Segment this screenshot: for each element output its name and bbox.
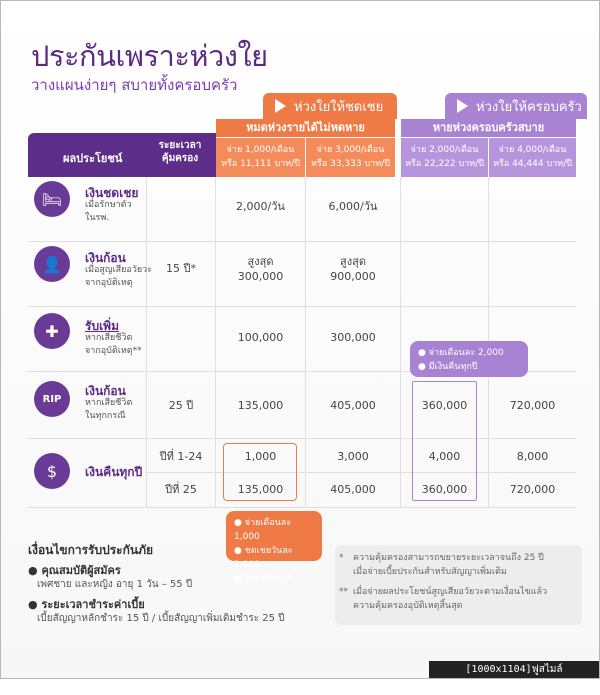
value-cell: 2,000/วัน bbox=[236, 200, 285, 213]
value-cell: สูงสุด 300,000 bbox=[237, 255, 284, 283]
benefit-title: เงินก้อน bbox=[85, 251, 126, 265]
plan-orange-name: หมดห่วงรายได้ไม่หดหาย bbox=[216, 119, 395, 137]
value-cell: สูงสุด 900,000 bbox=[330, 255, 376, 283]
header-benefit: ผลประโยชน์ bbox=[63, 152, 123, 165]
money-bag-hand-icon: $ bbox=[34, 453, 70, 489]
plan-purple-col2: จ่าย 4,000/เดือน หรือ 44,444 บาท/ปี bbox=[489, 138, 576, 177]
benefit-desc: เมื่อรักษาตัว ในรพ. bbox=[85, 200, 132, 223]
value-cell: 3,000 bbox=[337, 450, 369, 463]
value-cell: 4,000 bbox=[428, 450, 461, 463]
value-cell: 1,000 bbox=[244, 450, 277, 463]
callout-line: ● มีเงินคืนทุกปี bbox=[234, 574, 294, 584]
image-source-footer: [1000x1104]ฟูสไมล์ https://uplc.me/ bbox=[429, 661, 599, 678]
benefit-title: เงินชดเชย bbox=[85, 186, 139, 200]
benefit-title: เงินก้อน bbox=[85, 384, 126, 398]
purple-highlight-box bbox=[412, 381, 477, 501]
benefit-desc: เมื่อสูญเสียอวัยวะ จากอุบัติเหตุ bbox=[85, 265, 153, 288]
row-divider bbox=[28, 438, 576, 439]
tab-family bbox=[445, 93, 587, 119]
hospital-bed-icon: 🛏 bbox=[34, 181, 70, 217]
value-cell: 405,000 bbox=[330, 399, 376, 412]
footnote-text: ความคุ้มครองสามารถขยายระยะเวลาจนถึง 25 ปี เมื่อจ่ายเบี้ยประกันสำหรับสัญญาเพิ่มเติม bbox=[353, 553, 544, 577]
row-divider bbox=[28, 306, 576, 307]
callout-line: ● มีเงินคืนทุกปี bbox=[418, 362, 478, 372]
plan-purple-name: หายห่วงครอบครัวสบาย bbox=[401, 119, 576, 137]
page-title: ประกันเพราะห่วงใย bbox=[31, 39, 268, 73]
tab-compensation-label: ห่วงใยให้ชดเชย bbox=[294, 99, 384, 115]
condition-heading: ● ระยะเวลาชำระค่าเบี้ย bbox=[28, 598, 145, 611]
header-period: ระยะเวลา คุ้มครอง bbox=[158, 140, 202, 164]
purple-callout bbox=[410, 341, 528, 377]
plan-purple-col1: จ่าย 2,000/เดือน หรือ 22,222 บาท/ปี bbox=[401, 138, 488, 177]
period-15-years: 15 ปี* bbox=[166, 262, 196, 275]
orange-callout bbox=[226, 511, 322, 584]
value-cell: 360,000 bbox=[421, 399, 468, 412]
footnote-mark: ** bbox=[339, 587, 348, 597]
value-cell: 100,000 bbox=[237, 331, 284, 344]
benefit-desc: หากเสียชีวิต ในทุกกรณี bbox=[85, 398, 133, 421]
callout-line: ● จ่ายเดือนละ 1,000 bbox=[234, 518, 292, 542]
benefit-title: เงินคืนทุกปี bbox=[85, 465, 143, 479]
plan-orange-col1: จ่าย 1,000/เดือน หรือ 11,111 บาท/ปี bbox=[216, 138, 305, 177]
value-cell: 6,000/วัน bbox=[328, 200, 378, 213]
tab-compensation bbox=[263, 93, 397, 119]
orange-highlight-box bbox=[223, 443, 297, 501]
body-icon: 👤 bbox=[34, 246, 70, 282]
play-arrow-icon bbox=[275, 99, 286, 113]
accident-icon: ✚ bbox=[34, 313, 70, 349]
plan-orange-col2: จ่าย 3,000/เดือน หรือ 33,333 บาท/ปี bbox=[306, 138, 395, 177]
condition-text: เพศชาย และหญิง อายุ 1 วัน – 55 ปี bbox=[37, 579, 193, 590]
benefit-title: รับเพิ่ม bbox=[85, 319, 119, 333]
tab-family-label: ห่วงใยให้ครอบครัว bbox=[476, 99, 582, 115]
period-25-years: 25 ปี bbox=[168, 399, 194, 412]
condition-heading: ● คุณสมบัติผู้สมัคร bbox=[28, 564, 121, 577]
value-cell: 8,000 bbox=[516, 450, 549, 463]
benefit-desc: หากเสียชีวิต จากอุบัติเหตุ** bbox=[85, 333, 142, 356]
callout-line: ● ชดเชยวันละ 2,000 bbox=[234, 546, 293, 570]
row-divider bbox=[28, 241, 576, 242]
sub-row-divider bbox=[147, 472, 576, 473]
footnote-mark: * bbox=[339, 553, 344, 563]
callout-line: ● จ่ายเดือนละ 2,000 bbox=[418, 348, 504, 358]
value-cell: 405,000 bbox=[330, 483, 376, 496]
value-cell: 135,000 bbox=[237, 483, 284, 496]
rip-tombstone-icon: RIP bbox=[34, 381, 70, 417]
value-cell: 300,000 bbox=[330, 331, 376, 344]
period-year-25: ปีที่ 25 bbox=[165, 483, 197, 496]
value-cell: 135,000 bbox=[237, 399, 284, 412]
play-arrow-icon bbox=[457, 99, 468, 113]
value-cell: 720,000 bbox=[509, 399, 556, 412]
value-cell: 360,000 bbox=[421, 483, 468, 496]
period-year-1-24: ปีที่ 1-24 bbox=[159, 450, 203, 463]
condition-text: เบี้ยสัญญาหลักชำระ 15 ปี / เบี้ยสัญญาเพิ่มเติมชำระ 25 ปี bbox=[37, 613, 285, 624]
value-cell: 720,000 bbox=[509, 483, 556, 496]
conditions-title: เงื่อนไขการรับประกันภัย bbox=[28, 543, 154, 557]
page-subtitle: วางแผนง่ายๆ สบายทั้งครอบครัว bbox=[31, 76, 238, 94]
row-divider bbox=[28, 507, 576, 508]
footnote-text: เมื่อจ่ายผลประโยชน์สูญเสียอวัยวะตามเงื่อนไขแล้ว ความคุ้มครองอุบัติเหตุสิ้นสุด bbox=[353, 587, 548, 611]
